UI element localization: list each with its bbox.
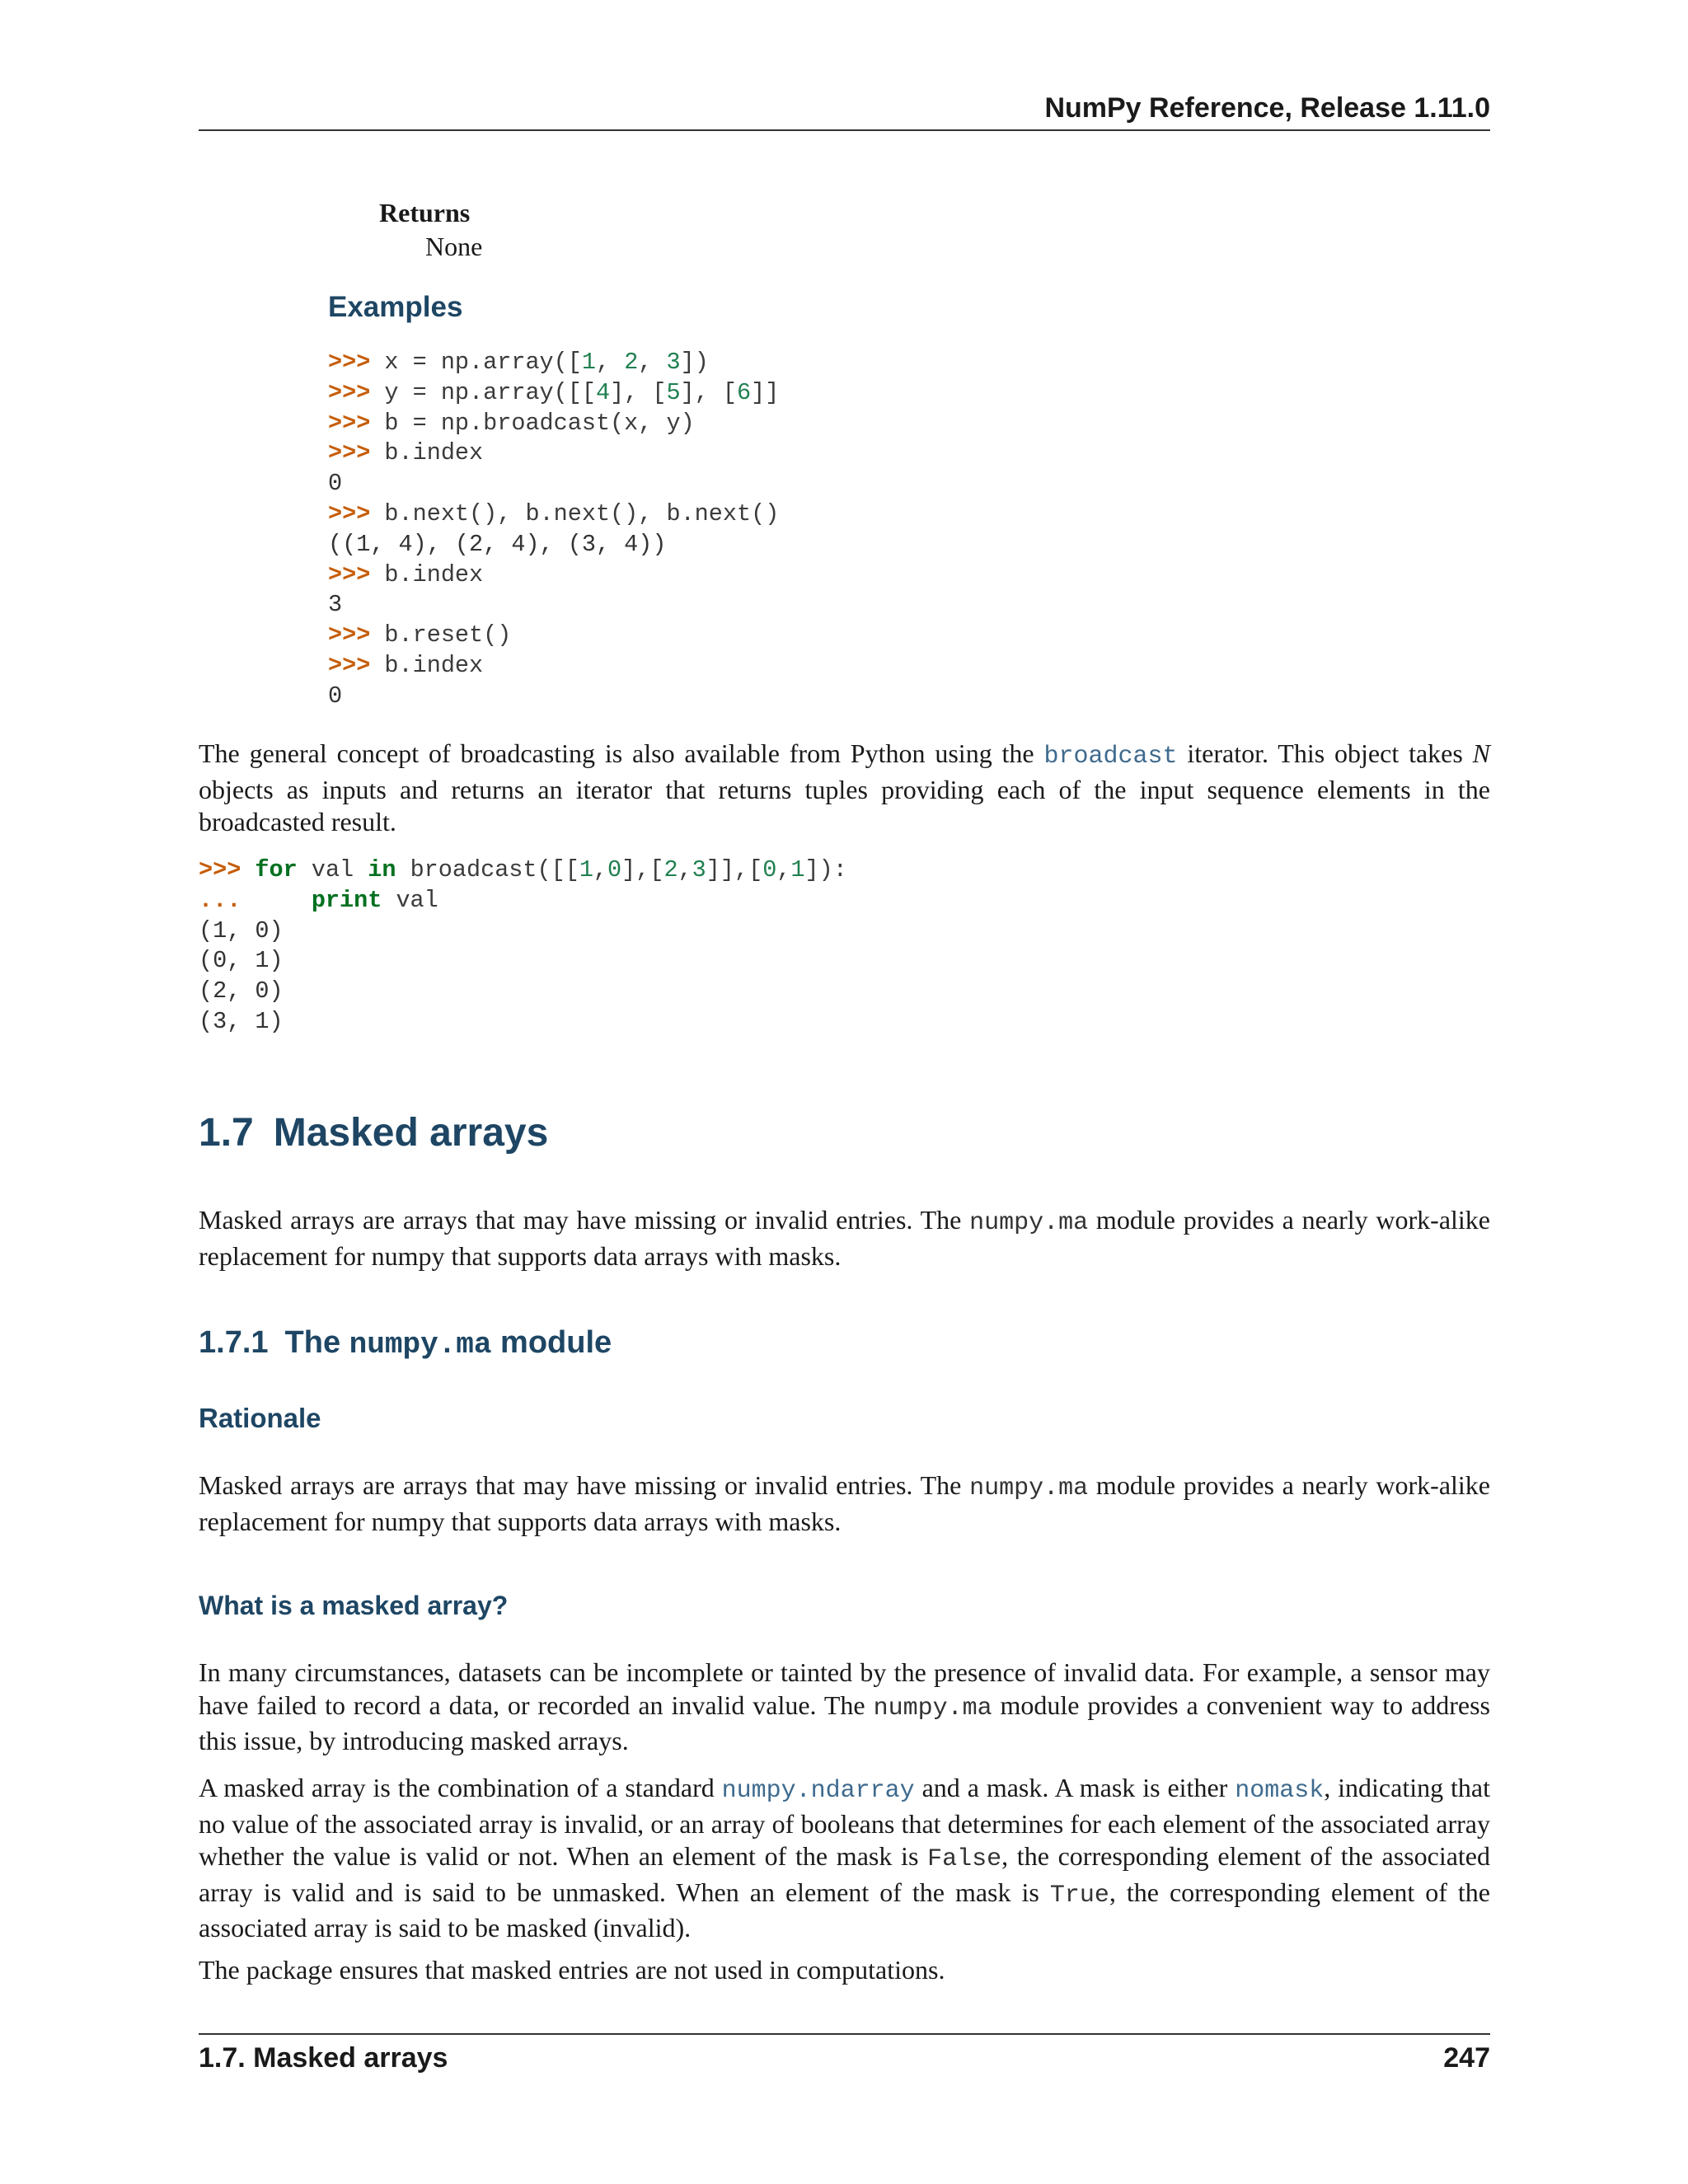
paragraph-text: Masked arrays are arrays that may have missing or invalid entries. The (199, 1470, 970, 1500)
paragraph-text: , indicating that no value of the associated array is invalid, or an array of booleans that determines for each element of the associated array whether the value is valid or not. When an element of the mask is (199, 1773, 1490, 1871)
code-number: 3 (666, 349, 681, 376)
code-text: , (678, 856, 692, 883)
what-is-paragraph-2 (199, 1772, 1490, 1945)
code-number: 4 (595, 378, 611, 406)
code-text: , (595, 349, 625, 376)
code-prompt: >>> (328, 378, 371, 406)
paragraph-text: objects as inputs and returns an iterator that returns tuples providing each of the input sequence elements in the broadcasted result. (199, 774, 1490, 837)
code-keyword: in (368, 856, 396, 883)
paragraph-text: module provides a nearly work-alike replacement for numpy that supports data arrays with masks. (199, 1470, 1491, 1536)
code-output: (3, 1) (199, 1007, 284, 1035)
code-prompt: >>> (328, 560, 371, 588)
code-text: broadcast([[ (396, 856, 579, 883)
subsection-number: 1.7.1 (199, 1325, 269, 1360)
code-text: val (297, 856, 368, 883)
page-number: 247 (1443, 2042, 1490, 2074)
rationale-paragraph (199, 1469, 1490, 1538)
inline-code: numpy.ma (969, 1209, 1089, 1237)
code-output: 3 (328, 591, 343, 619)
code-text: , (638, 349, 667, 376)
section-heading (199, 1110, 548, 1155)
subsection-title-code: numpy.ma (349, 1328, 492, 1361)
code-text: ]) (680, 349, 709, 376)
code-prompt: >>> (328, 651, 371, 679)
examples-heading: Examples (328, 291, 463, 323)
running-header: NumPy Reference, Release 1.11.0 (1044, 92, 1490, 124)
paragraph-text: , the corresponding element of the associated array is said to be masked (invalid). (199, 1877, 1491, 1943)
code-text: b.index (370, 439, 484, 467)
code-text: b.index (370, 651, 484, 679)
code-prompt: >>> (328, 439, 371, 467)
code-prompt: ... (199, 886, 241, 914)
inline-code: numpy.ma (969, 1474, 1089, 1502)
code-output: 0 (328, 682, 343, 710)
header-rule (199, 129, 1490, 131)
inline-code: True (1049, 1881, 1109, 1910)
returns-value: None (425, 232, 483, 261)
what-is-paragraph-3: The package ensures that masked entries are not used in computations. (199, 1955, 945, 1985)
math-variable: N (1472, 738, 1491, 768)
code-text: ], [ (610, 378, 667, 406)
code-text: ]): (804, 856, 847, 883)
code-number: 2 (624, 349, 639, 376)
code-text: ]] (751, 378, 780, 406)
code-number: 1 (579, 856, 593, 883)
code-prompt: >>> (328, 349, 371, 376)
code-number: 0 (607, 856, 622, 883)
code-number: 1 (581, 349, 596, 376)
code-text: val (382, 886, 438, 914)
code-text: b.reset() (370, 621, 512, 649)
code-keyword: for (255, 856, 298, 883)
code-output: (0, 1) (199, 947, 284, 975)
code-text: ],[ (621, 856, 664, 883)
code-prompt: >>> (328, 621, 371, 649)
code-number: 0 (762, 856, 777, 883)
code-number: 3 (692, 856, 706, 883)
code-text: ]],[ (706, 856, 763, 883)
code-text: , (593, 856, 608, 883)
code-number: 5 (666, 378, 681, 406)
paragraph-text: and a mask. A mask is either (914, 1773, 1236, 1802)
what-is-paragraph-1 (199, 1657, 1490, 1758)
section-number: 1.7 (199, 1111, 254, 1155)
paragraph-text: module provides a convenient way to address this issue, by introducing masked arrays. (199, 1690, 1491, 1755)
code-prompt: >>> (199, 856, 241, 883)
broadcast-code-block (199, 855, 847, 1038)
ndarray-link[interactable]: numpy.ndarray (721, 1777, 915, 1805)
code-text: b.next(), b.next(), b.next() (370, 499, 780, 527)
code-number: 2 (663, 856, 678, 883)
inline-code: numpy.ma (873, 1694, 992, 1722)
code-text: y = np.array([[ (370, 378, 596, 406)
paragraph-text: Masked arrays are arrays that may have missing or invalid entries. The (199, 1205, 970, 1235)
section-title: Masked arrays (273, 1111, 549, 1155)
nomask-link[interactable]: nomask (1235, 1777, 1325, 1805)
paragraph-text: In many circumstances, datasets can be incomplete or tainted by the presence of invalid data. For example, a sensor may have failed to record a data, or recorded an invalid value. The (199, 1657, 1490, 1720)
code-text: b.index (370, 560, 484, 588)
code-number: 6 (737, 378, 752, 406)
examples-code-block (328, 348, 779, 712)
code-indent (241, 887, 312, 914)
code-prompt: >>> (328, 409, 371, 437)
code-output: 0 (328, 470, 343, 498)
paragraph-text: iterator. This object takes (1177, 738, 1473, 768)
code-output: ((1, 4), (2, 4), (3, 4)) (328, 530, 667, 558)
returns-label: Returns (379, 198, 471, 227)
code-prompt: >>> (328, 499, 371, 527)
code-text: , (776, 856, 791, 883)
broadcast-paragraph (199, 738, 1490, 839)
code-output: (2, 0) (199, 977, 284, 1005)
code-text: x = np.array([ (370, 349, 582, 376)
code-output: (1, 0) (199, 916, 284, 944)
subsection-heading (199, 1325, 612, 1361)
footer-section: 1.7. Masked arrays (199, 2042, 448, 2074)
what-is-heading: What is a masked array? (199, 1591, 509, 1620)
subsection-title-text: The (284, 1325, 349, 1360)
subsection-title-text: module (491, 1325, 612, 1360)
footer-rule (199, 2033, 1490, 2035)
paragraph-text: module provides a nearly work-alike replacement for numpy that supports data arrays with masks. (199, 1205, 1491, 1271)
inline-code: False (927, 1845, 1002, 1873)
broadcast-link[interactable]: broadcast (1043, 743, 1178, 771)
paragraph-text: The general concept of broadcasting is also available from Python using the (199, 738, 1044, 768)
paragraph-text: A masked array is the combination of a standard (199, 1773, 722, 1802)
code-keyword: print (311, 886, 382, 914)
masked-intro-paragraph (199, 1204, 1490, 1272)
code-text: b = np.broadcast(x, y) (370, 409, 695, 437)
paragraph-text: , the corresponding element of the associated array is valid and is said to be unmasked. When an element of the mask is (199, 1841, 1491, 1907)
code-number: 1 (790, 856, 805, 883)
rationale-heading: Rationale (199, 1403, 321, 1433)
code-text: ], [ (680, 378, 738, 406)
